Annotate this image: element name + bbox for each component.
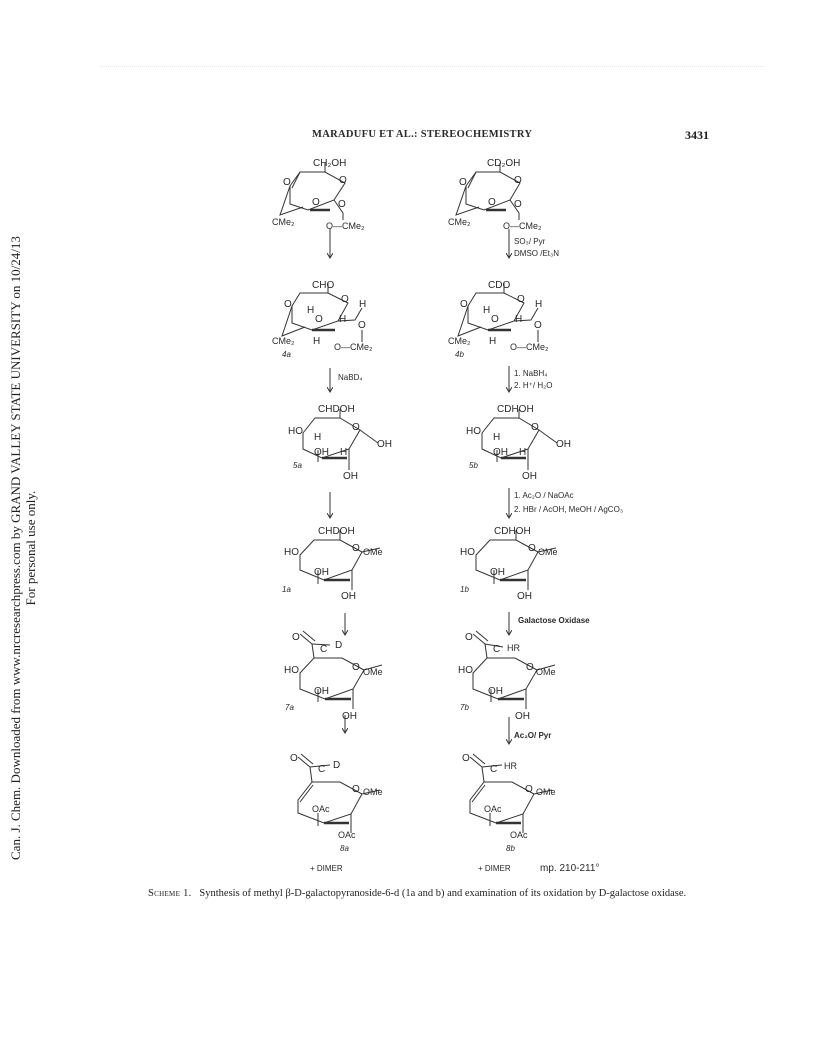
atom-h: H bbox=[535, 299, 543, 310]
left-s3-top: CHDOH bbox=[318, 404, 355, 415]
download-notice-line2: For personal use only. bbox=[23, 490, 38, 606]
atom-h: H bbox=[489, 336, 497, 347]
atom-oh: OH bbox=[342, 711, 357, 722]
left-dimer: + DIMER bbox=[310, 864, 343, 873]
atom-c: C bbox=[318, 764, 326, 775]
right-s1-me1: CMe₂ bbox=[448, 217, 471, 227]
atom-o: O bbox=[312, 197, 320, 208]
atom-c: C bbox=[320, 644, 328, 655]
caption-label: Scheme 1. bbox=[148, 888, 192, 899]
atom-oh: OH bbox=[517, 591, 532, 602]
atom-ho: HO bbox=[288, 426, 303, 437]
right-arrow5-reagent: Ac₂O/ Pyr bbox=[514, 731, 552, 740]
atom-ho: HO bbox=[284, 547, 299, 558]
page-number: 3431 bbox=[685, 128, 709, 142]
atom-o: O bbox=[514, 175, 522, 186]
atom-oac: OAc bbox=[510, 830, 528, 840]
atom-o: O bbox=[315, 314, 323, 325]
atom-h: H bbox=[519, 447, 527, 458]
left-s6-sub: D bbox=[333, 760, 341, 771]
caption-text: Synthesis of methyl β-D-galactopyranoside-6-d (1a and b) and examination of its oxidation by D-galactose oxidase. bbox=[199, 888, 687, 899]
atom-h: H bbox=[340, 447, 348, 458]
left-arrow2-reagent: NaBD₄ bbox=[338, 373, 363, 382]
right-s2-top: CDO bbox=[488, 280, 511, 291]
atom-ome: OMe bbox=[363, 667, 383, 677]
left-s2-me1: CMe₂ bbox=[272, 336, 295, 346]
atom-oh: OH bbox=[314, 686, 329, 697]
atom-o: O bbox=[352, 784, 360, 795]
left-structure-2 bbox=[282, 283, 362, 342]
atom-ome: OMe bbox=[538, 547, 558, 557]
atom-oh: OH bbox=[488, 686, 503, 697]
right-arrow1-reagent1: SO₃/ Pyr bbox=[514, 237, 546, 246]
right-arrow3-reagent2: 2. HBr / AcOH, MeOH / AgCO₃ bbox=[514, 505, 624, 514]
atom-o: O bbox=[352, 422, 360, 433]
atom-h: H bbox=[483, 305, 491, 316]
atom-oac: OAc bbox=[312, 804, 330, 814]
right-arrow4-reagent: Galactose Oxidase bbox=[518, 616, 590, 625]
atom-ome: OMe bbox=[536, 667, 556, 677]
right-arrow2-reagent2: 2. H⁺/ H₂O bbox=[514, 381, 553, 390]
left-s4-sub: OMe bbox=[363, 547, 383, 557]
left-s4-top: CHDOH bbox=[318, 526, 355, 537]
right-melting-point: mp. 210-211° bbox=[540, 863, 600, 874]
atom-o: O bbox=[292, 632, 300, 643]
left-s2-label: 4a bbox=[282, 350, 291, 359]
atom-ome: OMe bbox=[536, 787, 556, 797]
atom-oh: OH bbox=[556, 439, 571, 450]
right-s5-label: 7b bbox=[460, 703, 469, 712]
left-s5-label: 7a bbox=[285, 703, 294, 712]
atom-o: O bbox=[514, 199, 522, 210]
atom-o: O bbox=[352, 662, 360, 673]
right-s4-top: CDHOH bbox=[494, 526, 531, 537]
atom-oh: OH bbox=[522, 471, 537, 482]
atom-h: H bbox=[359, 299, 367, 310]
atom-o: O bbox=[460, 299, 468, 310]
atom-h: H bbox=[493, 432, 501, 443]
atom-ome: OMe bbox=[363, 787, 383, 797]
figure-caption bbox=[148, 887, 708, 900]
atom-h: H bbox=[339, 314, 347, 325]
right-arrow3-reagent1: 1. Ac₂O / NaOAc bbox=[514, 491, 574, 500]
left-structure-1 bbox=[280, 163, 345, 220]
download-notice-line1: Can. J. Chem. Downloaded from www.nrcresearchpress.com by GRAND VALLEY STATE UNIVERSITY on 10/24/13 bbox=[8, 236, 23, 860]
atom-o: O bbox=[352, 543, 360, 554]
atom-ho: HO bbox=[284, 665, 299, 676]
atom-oh: OH bbox=[343, 471, 358, 482]
atom-o: O bbox=[338, 199, 346, 210]
atom-oh: OH bbox=[490, 567, 505, 578]
left-s2-me2: O—CMe₂ bbox=[334, 342, 373, 352]
atom-oac: OAc bbox=[484, 804, 502, 814]
right-structure-4 bbox=[476, 530, 556, 590]
right-s6-sub: HR bbox=[504, 761, 517, 771]
atom-o: O bbox=[526, 662, 534, 673]
left-s3-label: 5a bbox=[293, 461, 302, 470]
atom-o: O bbox=[358, 320, 366, 331]
atom-o: O bbox=[462, 753, 470, 764]
atom-c: C bbox=[493, 644, 501, 655]
atom-o: O bbox=[517, 294, 525, 305]
atom-o: O bbox=[531, 422, 539, 433]
right-s2-me2: O—CMe₂ bbox=[510, 342, 549, 352]
right-s3-label: 5b bbox=[469, 461, 478, 470]
running-head: MARADUFU ET AL.: STEREOCHEMISTRY bbox=[312, 129, 533, 140]
atom-oac: OAc bbox=[338, 830, 356, 840]
atom-ho: HO bbox=[466, 426, 481, 437]
atom-o: O bbox=[488, 197, 496, 208]
left-s1-me1: CMe₂ bbox=[272, 217, 295, 227]
atom-o: O bbox=[534, 320, 542, 331]
atom-o: O bbox=[339, 175, 347, 186]
atom-h: H bbox=[307, 305, 315, 316]
atom-h: H bbox=[314, 432, 322, 443]
right-s2-label: 4b bbox=[455, 350, 464, 359]
right-s1-me2: O—CMe₂ bbox=[503, 221, 542, 231]
atom-o: O bbox=[459, 177, 467, 188]
right-s5-sub: HR bbox=[507, 643, 520, 653]
atom-ho: HO bbox=[458, 665, 473, 676]
atom-c: C bbox=[490, 764, 498, 775]
left-structure-4 bbox=[300, 530, 380, 590]
right-structure-2 bbox=[458, 283, 538, 342]
atom-ho: HO bbox=[460, 547, 475, 558]
atom-oh: OH bbox=[377, 439, 392, 450]
left-s1-me2: O—CMe₂ bbox=[326, 221, 365, 231]
atom-o: O bbox=[528, 543, 536, 554]
right-s6-label: 8b bbox=[506, 844, 515, 853]
atom-oh: OH bbox=[493, 447, 508, 458]
right-dimer: + DIMER bbox=[478, 864, 511, 873]
atom-oh: OH bbox=[515, 711, 530, 722]
atom-o: O bbox=[525, 784, 533, 795]
left-s5-sub: D bbox=[335, 640, 343, 651]
atom-o: O bbox=[290, 753, 298, 764]
atom-o: O bbox=[284, 299, 292, 310]
right-s1-top: CD₂OH bbox=[487, 158, 521, 169]
atom-o: O bbox=[341, 294, 349, 305]
left-s1-top: CH₂OH bbox=[313, 158, 347, 169]
right-s4-label: 1b bbox=[460, 585, 469, 594]
right-s2-me1: CMe₂ bbox=[448, 336, 471, 346]
left-s4-label: 1a bbox=[282, 585, 291, 594]
atom-o: O bbox=[465, 632, 473, 643]
atom-o: O bbox=[491, 314, 499, 325]
atom-h: H bbox=[313, 336, 321, 347]
right-structure-1 bbox=[456, 163, 520, 220]
right-s3-top: CDHOH bbox=[497, 404, 534, 415]
atom-oh: OH bbox=[341, 591, 356, 602]
left-s2-top: CHO bbox=[312, 280, 335, 291]
atom-oh: OH bbox=[314, 567, 329, 578]
left-s6-label: 8a bbox=[340, 844, 349, 853]
atom-o: O bbox=[283, 177, 291, 188]
right-arrow1-reagent2: DMSO /Et₃N bbox=[514, 249, 560, 258]
atom-oh: OH bbox=[314, 447, 329, 458]
atom-h: H bbox=[515, 314, 523, 325]
right-arrow2-reagent1: 1. NaBH₄ bbox=[514, 369, 548, 378]
